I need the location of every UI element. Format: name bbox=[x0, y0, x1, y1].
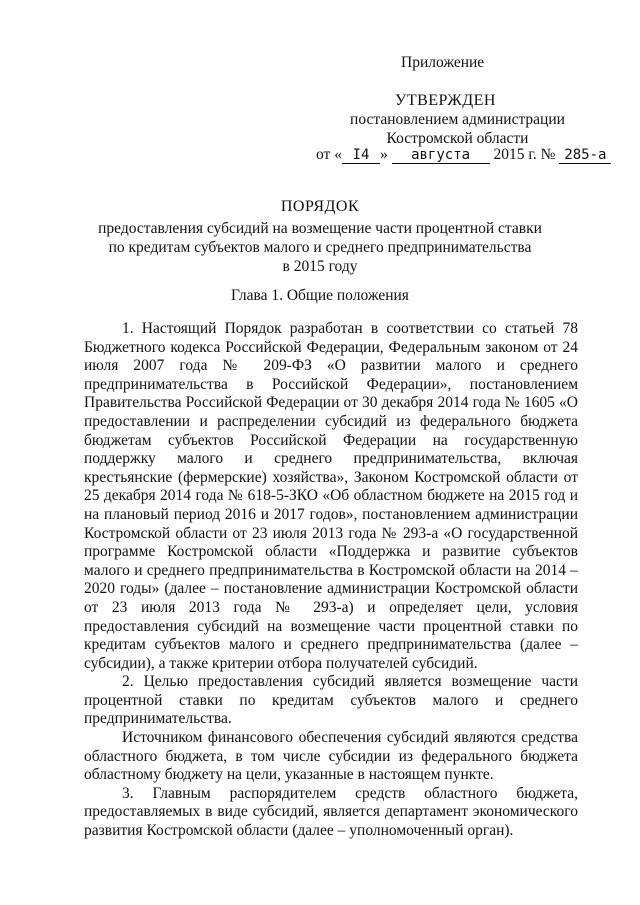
paragraph-4: 3. Главным распорядителем средств областного бюджета, предоставляемых в виде субсидий, является департамент экономического развития Костромской области (далее – уполномоченный орган). bbox=[84, 784, 578, 840]
subtitle-line-2: по кредитам субъектов малого и среднего предпринимательства bbox=[108, 239, 532, 256]
decree-number: 285-а bbox=[559, 148, 611, 164]
document-body bbox=[84, 320, 578, 841]
decree-line-2: Костромской области bbox=[386, 130, 529, 147]
decree-month: августа bbox=[392, 148, 490, 164]
approved-stamp-text: УТВЕРЖДЕН bbox=[395, 92, 496, 109]
document-subtitle bbox=[60, 219, 580, 276]
subtitle-line-3: в 2015 году bbox=[282, 258, 358, 275]
paragraph-3: Источником финансового обеспечения субсидий являются средства областного бюджета, в том числе субсидии из федерального бюджета областному бюджету на цели, указанные в настоящем пункте. bbox=[84, 729, 578, 784]
date-mid: » bbox=[379, 146, 388, 163]
document-title: ПОРЯДОК bbox=[280, 198, 360, 215]
decree-block bbox=[335, 110, 580, 148]
chapter-heading: Глава 1. Общие положения bbox=[231, 287, 409, 304]
decree-date-line bbox=[316, 146, 611, 164]
paragraph-2: 2. Целью предоставления субсидий является возмещение части процентной ставки по кредитам субъектов малого и среднего предпринимательства. bbox=[84, 673, 578, 728]
decree-day: I4 bbox=[342, 148, 380, 164]
subtitle-line-1: предоставления субсидий на возмещение части процентной ставки bbox=[98, 220, 542, 237]
decree-year: 2015 г. № bbox=[493, 146, 556, 163]
decree-line-1: постановлением администрации bbox=[350, 111, 565, 128]
appendix-label: Приложение bbox=[401, 54, 485, 71]
date-prefix: от « bbox=[316, 146, 342, 163]
paragraph-1: 1. Настоящий Порядок разработан в соответствии со статьей 78 Бюджетного кодекса Российской Федерации, Федеральным законом от 24 июля 2007 года № 209-ФЗ «О развитии малого и среднего предпринимательства в Российской Федерации», постановлением Правительства Российской Федерации от 30 декабря 2014 года № 1605 «О предоставлении и распределении субсидий из федерального бюджета бюджетам субъектов Российской Федерации на государственную поддержку малого и среднего предпринимательства, включая крестьянские (фермерские) хозяйства», Законом Костромской области от 25 декабря 2014 года № 618-5-ЗКО «Об областном бюджете на 2015 год и на плановый период 2016 и 2017 годов», постановлением администрации Костромской области от 23 июля 2013 года № 293-а «О государственной программе Костромской области «Поддержка и развитие субъектов малого и среднего предпринимательства в Костромской области на 2014 – 2020 годы» (далее – постановление администрации Костромской области от 23 июля 2013 года № 293-а) и определяет цели, условия предоставления субсидий на возмещение части процентной ставки по кредитам субъектов малого и среднего предпринимательства (далее – субсидии), а также критерии отбора получателей субсидий. bbox=[84, 320, 578, 672]
